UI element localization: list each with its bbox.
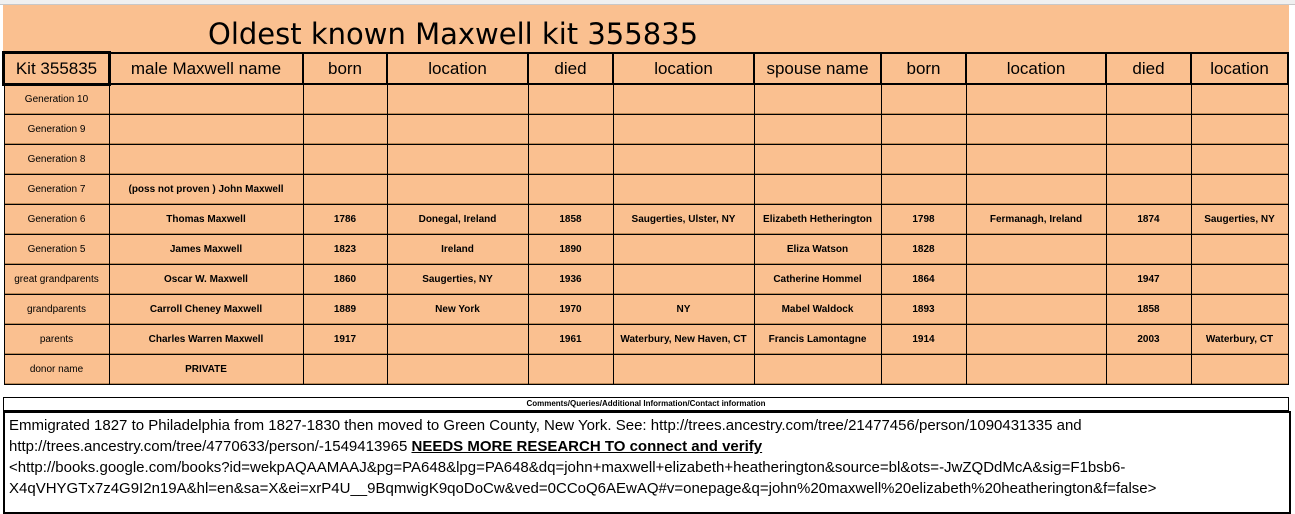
- cell-text: Saugerties, NY: [1192, 206, 1288, 234]
- cell-text: 1858: [529, 206, 613, 234]
- table-cell[interactable]: [109, 145, 303, 175]
- comments-header[interactable]: Comments/Queries/Additional Information/Contact information: [3, 397, 1289, 411]
- table-cell[interactable]: [109, 115, 303, 145]
- table-row: [4, 115, 1288, 145]
- column-header[interactable]: location: [966, 53, 1106, 84]
- table-cell[interactable]: [1106, 205, 1191, 235]
- cell-text: [967, 146, 1106, 174]
- table-cell[interactable]: [1191, 84, 1288, 115]
- row-label-cell[interactable]: [4, 235, 109, 265]
- cell-text: Carroll Cheney Maxwell: [110, 296, 303, 324]
- cell-text: 1828: [882, 236, 966, 264]
- table-cell[interactable]: [613, 295, 754, 325]
- table-cell[interactable]: [303, 205, 387, 235]
- table-cell[interactable]: [303, 84, 387, 115]
- cell-text: NY: [614, 296, 754, 324]
- cell-text: Generation 5: [5, 236, 109, 264]
- table-cell[interactable]: [881, 355, 966, 385]
- cell-text: [110, 86, 303, 114]
- cell-text: 1893: [882, 296, 966, 324]
- table-cell[interactable]: [303, 295, 387, 325]
- cell-text: Generation 6: [5, 206, 109, 234]
- cell-text: [614, 266, 754, 294]
- cell-text: PRIVATE: [110, 356, 303, 384]
- cell-text: [110, 146, 303, 174]
- cell-text: [755, 116, 881, 144]
- cell-text: [614, 146, 754, 174]
- cell-text: [967, 236, 1106, 264]
- table-cell[interactable]: [754, 325, 881, 355]
- cell-text: 1890: [529, 236, 613, 264]
- table-cell[interactable]: [881, 235, 966, 265]
- cell-text: [1192, 176, 1288, 204]
- table-cell[interactable]: [966, 295, 1106, 325]
- cell-text: [388, 326, 528, 354]
- cell-text: 1936: [529, 266, 613, 294]
- cell-text: [882, 356, 966, 384]
- cell-text: [304, 116, 387, 144]
- comments-cell[interactable]: [3, 411, 1291, 514]
- column-header[interactable]: died: [528, 53, 613, 84]
- table-cell[interactable]: [754, 175, 881, 205]
- table-cell[interactable]: [966, 145, 1106, 175]
- cell-text: Waterbury, New Haven, CT: [614, 326, 754, 354]
- table-cell[interactable]: [1106, 265, 1191, 295]
- table-cell[interactable]: [387, 115, 528, 145]
- table-cell[interactable]: [754, 295, 881, 325]
- cell-text: [388, 86, 528, 114]
- table-cell[interactable]: [528, 205, 613, 235]
- table-cell[interactable]: [387, 265, 528, 295]
- row-label-cell[interactable]: [4, 295, 109, 325]
- table-cell[interactable]: [1106, 235, 1191, 265]
- cell-text: [304, 86, 387, 114]
- research-note: NEEDS MORE RESEARCH TO connect and verify: [411, 438, 763, 455]
- cell-text: [614, 236, 754, 264]
- table-cell[interactable]: [613, 115, 754, 145]
- cell-text: [1192, 296, 1288, 324]
- row-label-cell[interactable]: [4, 84, 109, 115]
- cell-text: [529, 356, 613, 384]
- cell-text: Oscar W. Maxwell: [110, 266, 303, 294]
- cell-text: [882, 176, 966, 204]
- table-cell[interactable]: [387, 145, 528, 175]
- table-cell[interactable]: [109, 355, 303, 385]
- table-cell[interactable]: [613, 265, 754, 295]
- cell-text: [304, 356, 387, 384]
- table-cell[interactable]: [303, 265, 387, 295]
- table-cell[interactable]: [1191, 205, 1288, 235]
- cell-text: Francis Lamontagne: [755, 326, 881, 354]
- table-cell[interactable]: [613, 205, 754, 235]
- table-cell[interactable]: [387, 175, 528, 205]
- table-cell[interactable]: [1191, 325, 1288, 355]
- table-cell[interactable]: [881, 145, 966, 175]
- cell-text: (poss not proven ) John Maxwell: [110, 176, 303, 204]
- table-cell[interactable]: [528, 355, 613, 385]
- table-cell[interactable]: [966, 115, 1106, 145]
- cell-text: Mabel Waldock: [755, 296, 881, 324]
- cell-text: donor name: [5, 356, 109, 384]
- table-cell[interactable]: [528, 115, 613, 145]
- column-header[interactable]: born: [881, 53, 966, 84]
- table-cell[interactable]: [1106, 145, 1191, 175]
- table-cell[interactable]: [754, 145, 881, 175]
- table-cell[interactable]: [613, 145, 754, 175]
- table-cell[interactable]: [1191, 355, 1288, 385]
- table-cell[interactable]: [109, 205, 303, 235]
- table-cell[interactable]: [528, 145, 613, 175]
- cell-text: Generation 9: [5, 116, 109, 144]
- table-cell[interactable]: [109, 265, 303, 295]
- table-cell[interactable]: [1191, 145, 1288, 175]
- table-cell[interactable]: [613, 325, 754, 355]
- cell-text: [1192, 86, 1288, 114]
- cell-text: [755, 356, 881, 384]
- table-cell[interactable]: [1191, 115, 1288, 145]
- table-cell[interactable]: [528, 295, 613, 325]
- table-cell[interactable]: [966, 325, 1106, 355]
- table-cell[interactable]: [613, 175, 754, 205]
- cell-text: [388, 146, 528, 174]
- table-cell[interactable]: [528, 84, 613, 115]
- cell-text: 1798: [882, 206, 966, 234]
- table-cell[interactable]: [109, 325, 303, 355]
- table-cell[interactable]: [1106, 175, 1191, 205]
- table-cell[interactable]: [881, 265, 966, 295]
- table-cell[interactable]: [1191, 265, 1288, 295]
- cell-text: Waterbury, CT: [1192, 326, 1288, 354]
- cell-text: 2003: [1107, 326, 1191, 354]
- column-header[interactable]: male Maxwell name: [109, 53, 303, 84]
- cell-text: [882, 116, 966, 144]
- row-label-cell[interactable]: [4, 265, 109, 295]
- table-cell[interactable]: [528, 235, 613, 265]
- table-cell[interactable]: [387, 84, 528, 115]
- table-row: [4, 265, 1288, 295]
- table-cell[interactable]: [387, 205, 528, 235]
- table-row: [4, 84, 1288, 115]
- cell-text: 1947: [1107, 266, 1191, 294]
- cell-text: [1107, 176, 1191, 204]
- cell-text: [967, 326, 1106, 354]
- genealogy-table: [3, 52, 1289, 385]
- cell-text: 1860: [304, 266, 387, 294]
- cell-text: Generation 8: [5, 146, 109, 174]
- cell-text: James Maxwell: [110, 236, 303, 264]
- table-row: [4, 295, 1288, 325]
- row-label-cell[interactable]: [4, 145, 109, 175]
- cell-text: [529, 86, 613, 114]
- table-cell[interactable]: [303, 175, 387, 205]
- column-header[interactable]: Kit 355835: [4, 53, 109, 84]
- cell-text: [1107, 356, 1191, 384]
- table-cell[interactable]: [754, 84, 881, 115]
- cell-text: 1786: [304, 206, 387, 234]
- cell-text: [614, 86, 754, 114]
- cell-text: 1874: [1107, 206, 1191, 234]
- cell-text: [529, 176, 613, 204]
- cell-text: [882, 146, 966, 174]
- row-label-cell[interactable]: [4, 175, 109, 205]
- cell-text: 1858: [1107, 296, 1191, 324]
- cell-text: 1961: [529, 326, 613, 354]
- header-row: [4, 53, 1288, 84]
- cell-text: [1107, 86, 1191, 114]
- cell-text: [529, 146, 613, 174]
- cell-text: [967, 356, 1106, 384]
- sheet-title: Oldest known Maxwell kit 355835: [208, 17, 699, 51]
- cell-text: [1192, 356, 1288, 384]
- table-cell[interactable]: [109, 235, 303, 265]
- cell-text: Catherine Hommel: [755, 266, 881, 294]
- cell-text: 1864: [882, 266, 966, 294]
- cell-text: [388, 116, 528, 144]
- table-cell[interactable]: [303, 325, 387, 355]
- column-header[interactable]: spouse name: [754, 53, 881, 84]
- table-cell[interactable]: [754, 235, 881, 265]
- cell-text: [755, 176, 881, 204]
- table-row: [4, 325, 1288, 355]
- cell-text: grandparents: [5, 296, 109, 324]
- column-header[interactable]: born: [303, 53, 387, 84]
- cell-text: Charles Warren Maxwell: [110, 326, 303, 354]
- table-cell[interactable]: [881, 175, 966, 205]
- table-cell[interactable]: [303, 145, 387, 175]
- cell-text: [1107, 236, 1191, 264]
- table-row: [4, 205, 1288, 235]
- table-cell[interactable]: [387, 325, 528, 355]
- title-area: [3, 5, 1289, 52]
- table-cell[interactable]: [387, 355, 528, 385]
- table-cell[interactable]: [1106, 325, 1191, 355]
- column-header[interactable]: location: [613, 53, 754, 84]
- table-cell[interactable]: [966, 205, 1106, 235]
- table-cell[interactable]: [881, 325, 966, 355]
- cell-text: [304, 176, 387, 204]
- comments-line: <http://books.google.com/books?id=wekpAQAAMAAJ&pg=PA648&lpg=PA648&dq=john+maxwell+elizabeth+heatherington&source=bl&ots=-JwZQDdMcA&sig=F1bsb6-: [9, 459, 1126, 476]
- comments-line: X4qVHYGTx7z4G9I2n19A&hl=en&sa=X&ei=xrP4U__9BqmwigK9qoDoCw&ved=0CCoQ6AEwAQ#v=onepage&q=john%20maxwell%20elizabeth%20heatherington&f=false>: [9, 480, 1157, 497]
- cell-text: Fermanagh, Ireland: [967, 206, 1106, 234]
- table-cell[interactable]: [613, 235, 754, 265]
- table-cell[interactable]: [1191, 295, 1288, 325]
- cell-text: Elizabeth Hetherington: [755, 206, 881, 234]
- cell-text: 1917: [304, 326, 387, 354]
- table-cell[interactable]: [1106, 295, 1191, 325]
- row-label-cell[interactable]: [4, 205, 109, 235]
- cell-text: [388, 176, 528, 204]
- cell-text: 1914: [882, 326, 966, 354]
- comments-line: Emmigrated 1827 to Philadelphia from 1827-1830 then moved to Green County, New York. See: http://trees.ancestry.com/tree/21477456/person/1090431335 and: [9, 417, 1082, 434]
- table-cell[interactable]: [109, 295, 303, 325]
- cell-text: [388, 356, 528, 384]
- table-cell[interactable]: [303, 115, 387, 145]
- table-cell[interactable]: [1106, 115, 1191, 145]
- cell-text: Saugerties, Ulster, NY: [614, 206, 754, 234]
- cell-text: [614, 116, 754, 144]
- column-header[interactable]: location: [1191, 53, 1288, 84]
- table-cell[interactable]: [754, 265, 881, 295]
- cell-text: Saugerties, NY: [388, 266, 528, 294]
- cell-text: [967, 116, 1106, 144]
- table-cell[interactable]: [387, 295, 528, 325]
- table-cell[interactable]: [966, 84, 1106, 115]
- cell-text: [1107, 116, 1191, 144]
- table-cell[interactable]: [387, 235, 528, 265]
- cell-text: [967, 86, 1106, 114]
- table-cell[interactable]: [881, 84, 966, 115]
- comments-line: [9, 436, 1285, 457]
- cell-text: parents: [5, 326, 109, 354]
- cell-text: Donegal, Ireland: [388, 206, 528, 234]
- cell-text: [614, 176, 754, 204]
- column-header[interactable]: died: [1106, 53, 1191, 84]
- cell-text: 1823: [304, 236, 387, 264]
- table-cell[interactable]: [754, 355, 881, 385]
- table-cell[interactable]: [613, 84, 754, 115]
- table-cell[interactable]: [528, 175, 613, 205]
- cell-text: [614, 356, 754, 384]
- table-row: [4, 355, 1288, 385]
- cell-text: [967, 296, 1106, 324]
- cell-text: [1192, 116, 1288, 144]
- table-cell[interactable]: [966, 355, 1106, 385]
- table-cell[interactable]: [966, 235, 1106, 265]
- table-row: [4, 235, 1288, 265]
- table-cell[interactable]: [303, 355, 387, 385]
- table-cell[interactable]: [1191, 175, 1288, 205]
- cell-text: [1192, 236, 1288, 264]
- table-cell[interactable]: [613, 355, 754, 385]
- table-cell[interactable]: [966, 265, 1106, 295]
- table-cell[interactable]: [109, 175, 303, 205]
- table-cell[interactable]: [881, 205, 966, 235]
- table-cell[interactable]: [303, 235, 387, 265]
- table-row: [4, 145, 1288, 175]
- table-row: [4, 175, 1288, 205]
- cell-text: [882, 86, 966, 114]
- cell-text: 1970: [529, 296, 613, 324]
- table-cell[interactable]: [966, 175, 1106, 205]
- row-label-cell[interactable]: [4, 115, 109, 145]
- ancestry-link-text: http://trees.ancestry.com/tree/4770633/person/-1549413965: [9, 438, 412, 455]
- cell-text: [529, 116, 613, 144]
- cell-text: [967, 266, 1106, 294]
- cell-text: Ireland: [388, 236, 528, 264]
- table-cell[interactable]: [528, 265, 613, 295]
- cell-text: Eliza Watson: [755, 236, 881, 264]
- cell-text: Generation 7: [5, 176, 109, 204]
- cell-text: [1192, 266, 1288, 294]
- table-cell[interactable]: [1106, 355, 1191, 385]
- cell-text: [967, 176, 1106, 204]
- table-cell[interactable]: [881, 115, 966, 145]
- row-label-cell[interactable]: [4, 355, 109, 385]
- cell-text: [755, 86, 881, 114]
- cell-text: [110, 116, 303, 144]
- table-cell[interactable]: [1106, 84, 1191, 115]
- cell-text: Generation 10: [5, 86, 109, 114]
- cell-text: New York: [388, 296, 528, 324]
- cell-text: Thomas Maxwell: [110, 206, 303, 234]
- cell-text: [1192, 146, 1288, 174]
- table-cell[interactable]: [754, 205, 881, 235]
- table-cell[interactable]: [528, 325, 613, 355]
- cell-text: [755, 146, 881, 174]
- row-label-cell[interactable]: [4, 325, 109, 355]
- table-cell[interactable]: [1191, 235, 1288, 265]
- cell-text: [304, 146, 387, 174]
- table-cell[interactable]: [754, 115, 881, 145]
- table-cell[interactable]: [109, 84, 303, 115]
- cell-text: [1107, 146, 1191, 174]
- cell-text: great grandparents: [5, 266, 109, 294]
- table-cell[interactable]: [881, 295, 966, 325]
- cell-text: 1889: [304, 296, 387, 324]
- column-header[interactable]: location: [387, 53, 528, 84]
